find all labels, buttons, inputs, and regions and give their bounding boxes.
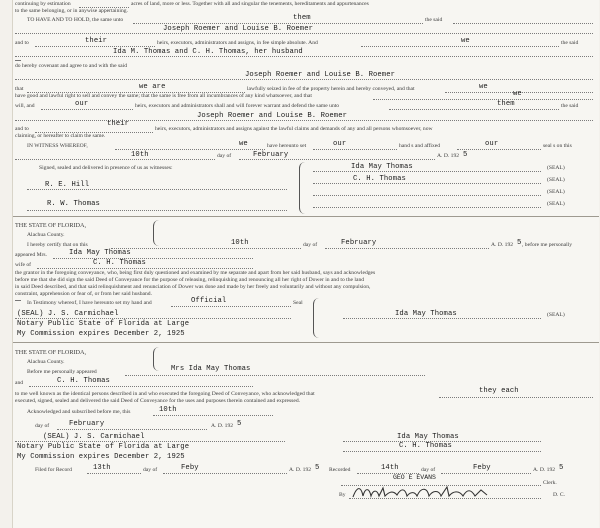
text-line: executed, signed, sealed and delivered the said Deed of Conveyance for the uses and purposes therein contained and expressed.: [15, 398, 301, 404]
text-line: A. D. 192: [533, 467, 556, 473]
typed-entry: their: [85, 37, 108, 45]
notary-title: Notary Public State of Florida at Large: [17, 320, 190, 328]
text-line: and to: [15, 40, 29, 46]
text-line: Acknowledged and subscribed before me, this: [27, 409, 131, 415]
typed-entry: 5: [559, 464, 564, 472]
text-line: to the same belonging, or in anywise appertaining.: [15, 8, 128, 14]
text-line: the said: [425, 17, 443, 23]
text-line: A. D. 192: [289, 467, 312, 473]
text-line: have good and lawful right to sell and convey the same; that the same is free from all incumbrances of any kind whatsoever, and that: [15, 93, 312, 99]
typed-entry: Ida May Thomas: [69, 249, 131, 257]
text-line: Before me personally appeared: [27, 369, 97, 375]
typed-entry: February: [69, 420, 105, 428]
county-heading: Alachua County.: [27, 232, 65, 238]
seal-label: (SEAL): [547, 165, 565, 171]
clerk-stamp: GEO E EVANS: [393, 474, 436, 481]
typed-entry: them: [293, 14, 311, 22]
typed-entry: 5: [463, 151, 468, 159]
text-line: lawfully seized in fee of the property herein and hereby conveyed, and that: [247, 86, 415, 92]
text-line: heirs, executors, administrators and assigns, in fee simple absolute. And: [157, 40, 318, 46]
dc-label: D. C.: [553, 492, 565, 498]
text-line: the grantor in the foregoing conveyance, who, being first duly questioned and examined by me separate and apart from her said husband, says and acknowledges: [15, 270, 376, 276]
state-heading: THE STATE OF FLORIDA,: [15, 349, 87, 356]
typed-entry: 5: [517, 239, 522, 247]
text-line: Signed, sealed and delivered in presence of us as witnesses:: [39, 165, 173, 171]
text-line: A. D. 192: [211, 423, 234, 429]
state-heading: THE STATE OF FLORIDA,: [15, 222, 87, 229]
typed-entry: Joseph Roemer and Louise B. Roemer: [197, 112, 348, 120]
text-line: Filed for Record: [35, 467, 72, 473]
text-line: acres of land, more or less. Together with all and singular the tenements, hereditaments and appurtenances: [131, 1, 369, 7]
text-line: TO HAVE AND TO HOLD, the same unto: [27, 17, 124, 23]
typed-entry: our: [485, 140, 499, 148]
text-line: continuing by estimation: [15, 1, 71, 7]
text-line: do hereby covenant and agree to and with the said: [15, 63, 127, 69]
text-line: day of: [143, 467, 158, 473]
seal-label: (SEAL): [547, 177, 565, 183]
text-line: A. D. 192: [491, 242, 514, 248]
text-line: the said: [561, 40, 579, 46]
text-line: Seal: [293, 300, 303, 306]
text-line: seal s on this: [543, 143, 572, 149]
notary-signature: (SEAL) J. S. Carmichael: [43, 433, 145, 441]
margin-tick: [15, 60, 21, 61]
typed-entry: 10th: [131, 151, 149, 159]
typed-entry: their: [107, 120, 130, 128]
typed-entry: Feby: [473, 464, 491, 472]
witness-signature: R. W. Thomas: [47, 200, 100, 208]
text-line: A. D. 192: [437, 153, 460, 159]
notary-signature: (SEAL) J. S. Carmichael: [17, 310, 119, 318]
typed-entry: our: [333, 140, 347, 148]
text-line: appeared Mrs.: [15, 252, 47, 258]
signer-signature: C. H. Thomas: [399, 442, 452, 450]
county-heading: Alachua County.: [27, 359, 65, 365]
by-label: By: [339, 492, 346, 498]
deed-sheet: [12, 0, 599, 528]
text-line: In Testimony whereof, I have hereunto set my hand and: [27, 300, 152, 306]
typed-entry: 10th: [159, 406, 177, 414]
signer-signature: Ida May Thomas: [397, 433, 459, 441]
typed-entry: 10th: [231, 239, 249, 247]
text-line: and to: [15, 126, 29, 132]
typed-entry: C. H. Thomas: [57, 377, 110, 385]
clerk-label: Clerk.: [543, 480, 557, 486]
typed-entry: C. H. Thomas: [93, 259, 146, 267]
text-line: hand s and affixed: [399, 143, 441, 149]
seal-label: (SEAL): [547, 312, 565, 318]
text-line: , before me personally: [522, 242, 573, 248]
text-line: heirs, executors and administrators shall and will forever warrant and defend the same unto: [135, 103, 340, 109]
seal-label: (SEAL): [547, 189, 565, 195]
text-line: that: [15, 86, 24, 92]
typed-entry: Official: [191, 297, 227, 305]
typed-entry: they each: [479, 387, 519, 395]
text-line: IN WITNESS WHEREOF,: [27, 143, 88, 149]
typed-entry: we: [461, 37, 470, 45]
witness-signature: R. E. Hill: [45, 181, 90, 189]
text-line: I hereby certify that on this: [27, 242, 88, 248]
typed-entry: 5: [237, 420, 242, 428]
text-line: to me well known as the identical persons described in and who executed the foregoing Deed of Conveyance, who acknowledged that: [15, 391, 315, 397]
typed-entry: Joseph Roemer and Louise B. Roemer: [163, 25, 314, 33]
text-line: and: [15, 380, 24, 386]
typed-entry: 5: [315, 464, 320, 472]
text-line: in said Deed described, and that said relinquishment and renunciation of Dower was done and made by her freely and voluntarily and without any compulsion,: [15, 284, 371, 290]
seal-label: (SEAL): [547, 201, 565, 207]
text-line: the said: [561, 103, 579, 109]
text-line: day of: [303, 242, 318, 248]
typed-entry: we: [479, 83, 488, 91]
typed-entry: we: [239, 140, 248, 148]
text-line: Recorded: [329, 467, 351, 473]
typed-entry: 14th: [381, 464, 399, 472]
text-line: day of: [421, 467, 436, 473]
notary-title: Notary Public State of Florida at Large: [17, 443, 190, 451]
typed-entry: Ida M. Thomas and C. H. Thomas, her husband: [113, 48, 303, 56]
typed-entry: Joseph Roemer and Louise B. Roemer: [245, 71, 396, 79]
margin-tick: [15, 300, 21, 301]
text-line: day of: [35, 423, 50, 429]
typed-entry: Mrs Ida May Thomas: [171, 365, 251, 373]
text-line: have hereunto set: [267, 143, 307, 149]
deputy-clerk-signature: [351, 484, 491, 500]
notary-commission: My Commission expires December 2, 1925: [17, 453, 185, 461]
text-line: heirs, executors, administrators and assigns against the lawful claims and demands of any and all persons whomsoever, now: [155, 126, 433, 132]
typed-entry: we: [513, 90, 522, 98]
text-line: claiming, or hereafter to claim the same.: [15, 133, 106, 139]
text-line: day of: [217, 153, 232, 159]
typed-entry: Feby: [181, 464, 199, 472]
grantor-signature: Ida May Thomas: [351, 163, 413, 171]
typed-entry: we are: [139, 83, 166, 91]
typed-entry: them: [497, 100, 515, 108]
typed-entry: February: [253, 151, 289, 159]
typed-entry: February: [341, 239, 377, 247]
grantor-signature: C. H. Thomas: [353, 175, 406, 183]
typed-entry: our: [75, 100, 89, 108]
notary-commission: My Commission expires December 2, 1925: [17, 330, 185, 338]
text-line: wife of: [15, 262, 31, 268]
text-line: constraint, apprehension or fear of, or from her said husband.: [15, 291, 153, 297]
text-line: will, and: [15, 103, 35, 109]
typed-entry: 13th: [93, 464, 111, 472]
text-line: before me that she did sign the said Deed of Conveyance for the purpose of releasing, relinquishing and renouncing all her right of Dower in and to the land: [15, 277, 365, 283]
signer-signature: Ida May Thomas: [395, 310, 457, 318]
